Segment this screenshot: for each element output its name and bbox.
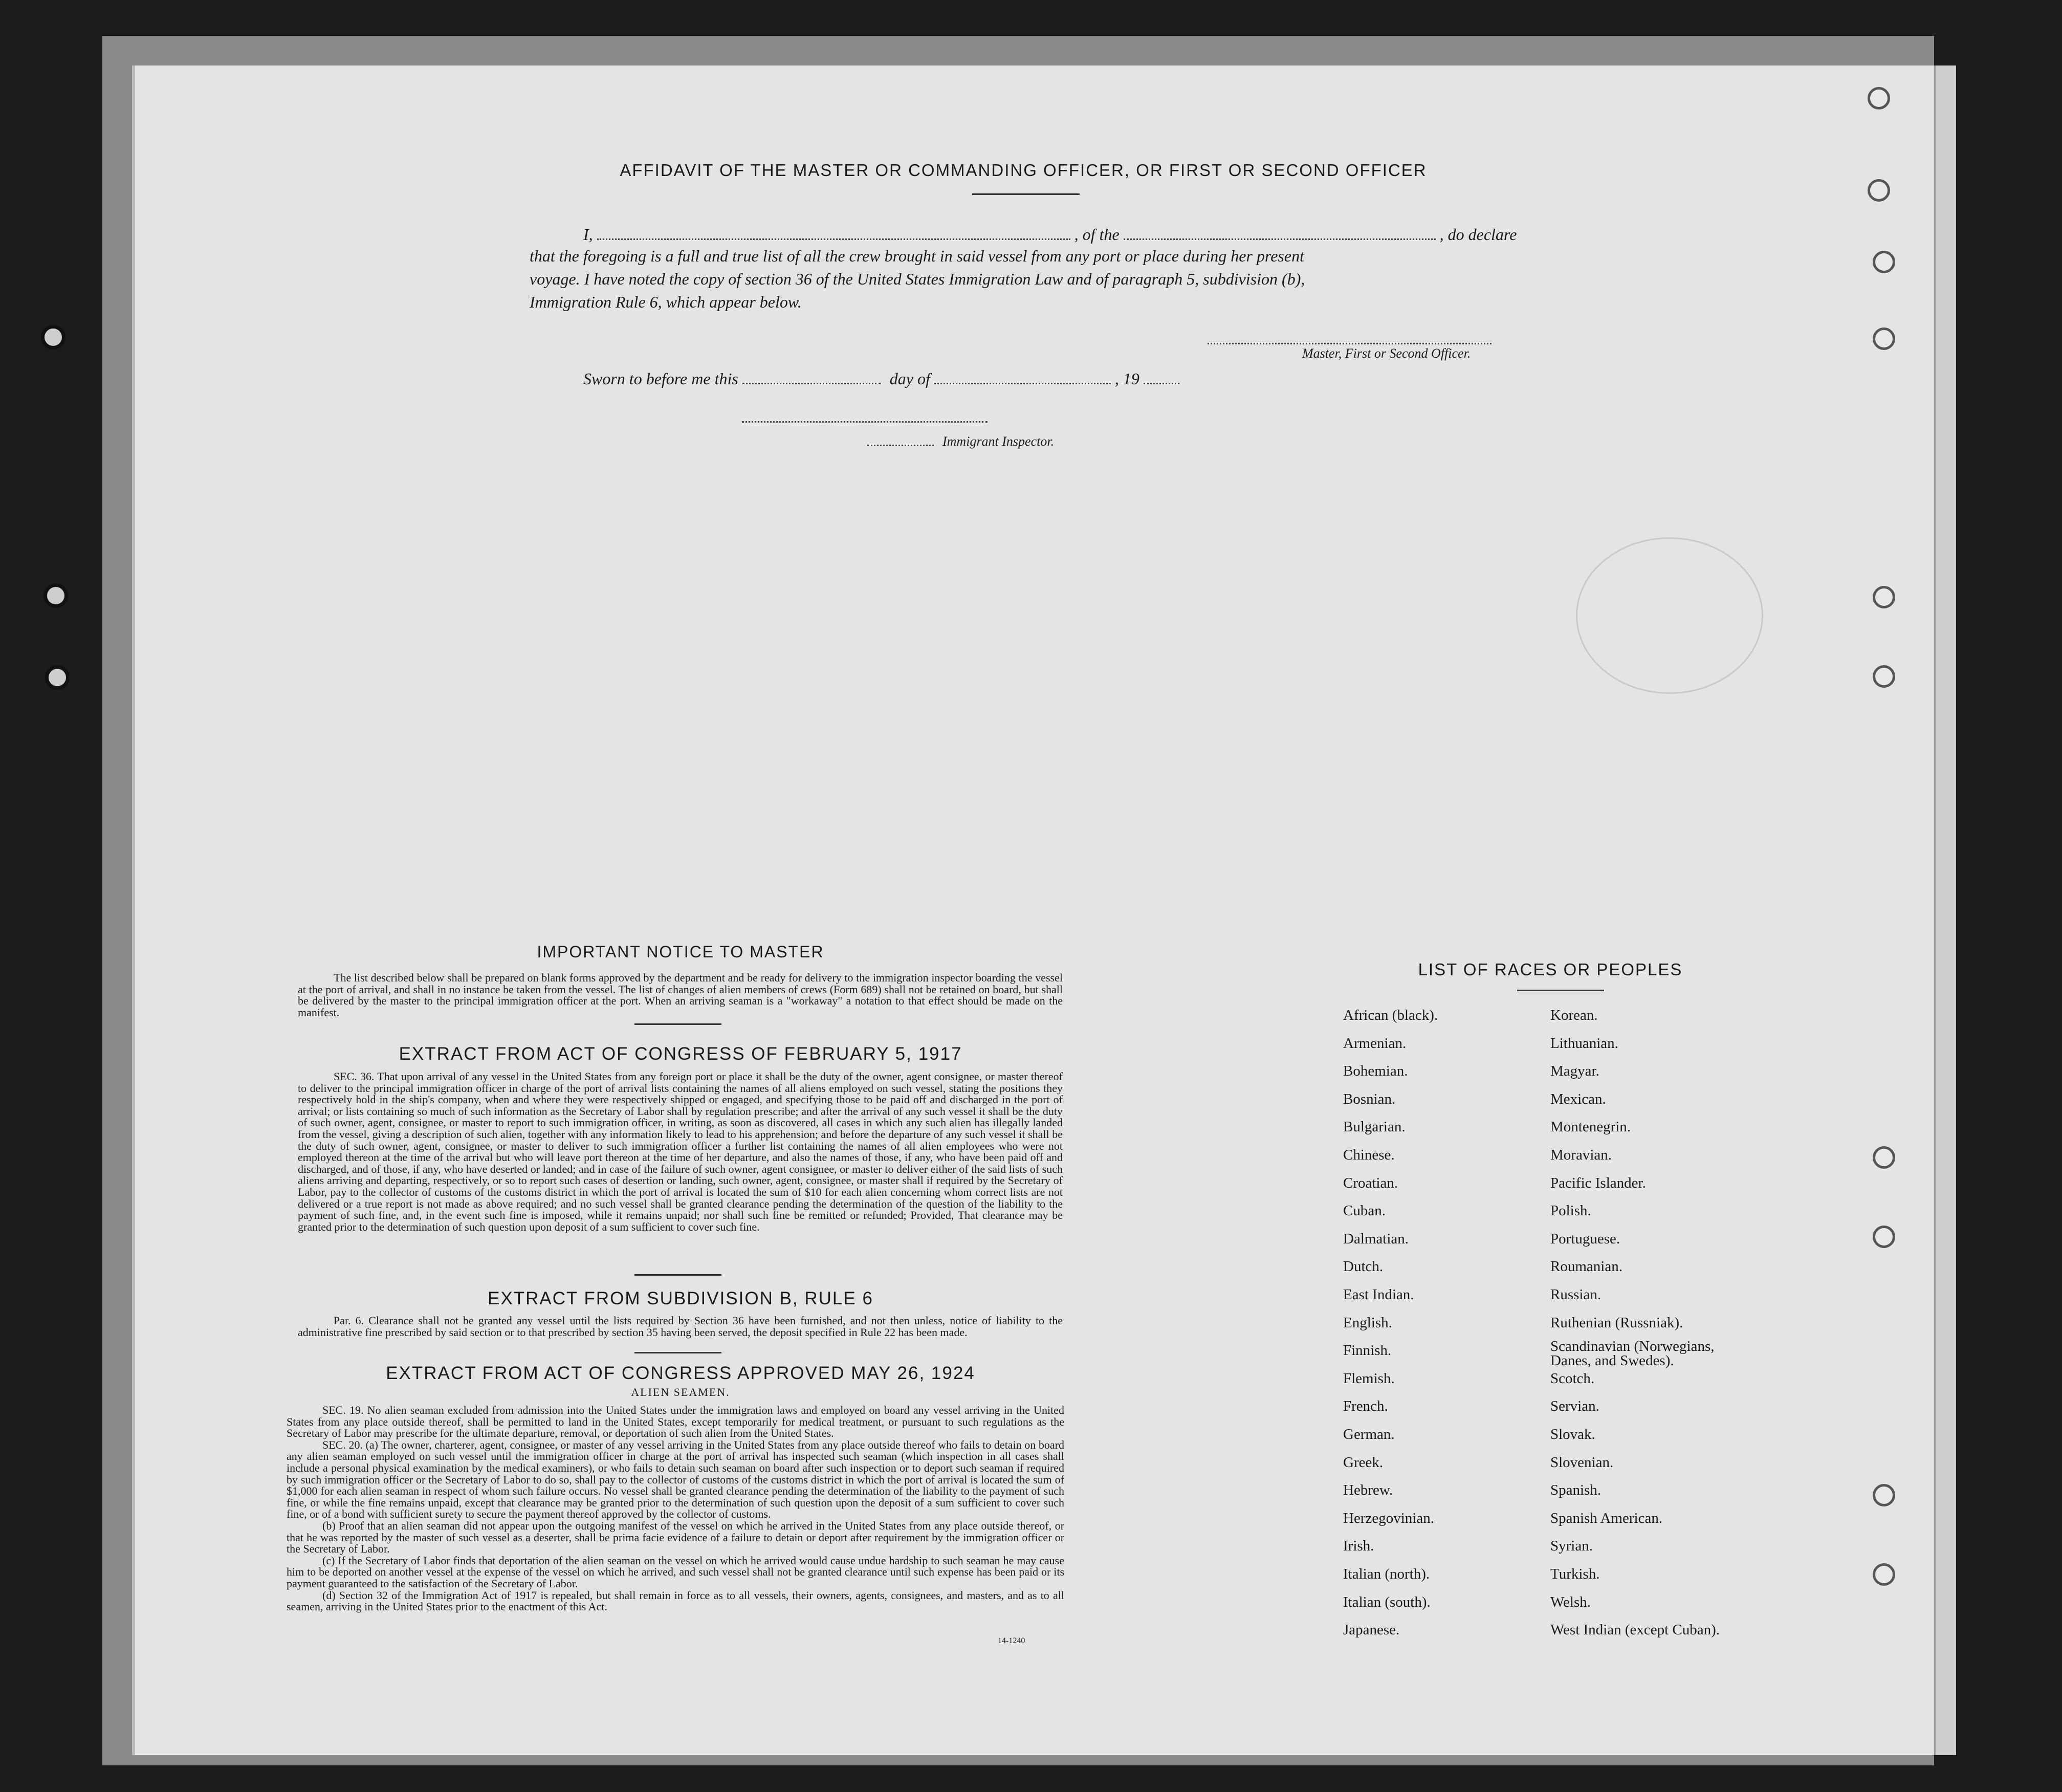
vessel-name-blank[interactable] <box>1124 234 1436 240</box>
race-item: Finnish. <box>1343 1342 1392 1359</box>
race-item: Armenian. <box>1343 1035 1407 1052</box>
race-item: Slovenian. <box>1550 1454 1614 1471</box>
affidavit-declare-label: , do declare <box>1439 225 1517 244</box>
officer-name-blank[interactable] <box>597 234 1070 240</box>
master-signature-blank[interactable] <box>1208 339 1491 344</box>
race-item: Japanese. <box>1343 1622 1400 1638</box>
notice-title: IMPORTANT NOTICE TO MASTER <box>537 943 824 961</box>
race-item: Bosnian. <box>1343 1090 1396 1107</box>
binder-hole-icon <box>1873 586 1895 608</box>
race-item: Turkish. <box>1550 1566 1600 1582</box>
race-item: Slovak. <box>1550 1426 1595 1443</box>
race-item: Moravian. <box>1550 1147 1612 1163</box>
affidavit-text-line: Immigration Rule 6, which appear below. <box>530 293 802 311</box>
race-item: Portuguese. <box>1550 1230 1620 1247</box>
sec-19-text: SEC. 19. No alien seaman excluded from admission into the United States under the immigration laws and employed on board any vessel arriving in the United States from any place outside thereof, shall be permitted to land in the United States, except temporarily for medical treatment, or pursuant to such regulations as the Secretary of Labor may prescribe for the ultimate departure, removal, or deportation of such alien from the United States. <box>287 1404 1064 1440</box>
extract-1924-subtitle: ALIEN SEAMEN. <box>631 1386 730 1398</box>
sec-20c-text: (c) If the Secretary of Labor finds that deportation of the alien seaman on the vessel on which he arrived would cause undue hardship to such seaman he may cause him to be deported on another vessel at the expense of the vessel on which he arrived, and such vessel shall not be granted clearance until such expense has been paid or its payment guaranteed to the satisfaction of the Secretary of Labor. <box>287 1554 1064 1590</box>
section-divider <box>634 1023 721 1025</box>
form-number: 14-1240 <box>998 1636 1025 1645</box>
sec-20b-text: (b) Proof that an alien seaman did not appear upon the outgoing manifest of the vessel on which he arrived in the United States from any place outside thereof, or that he was reported by the master of such vessel as a deserter, shall be prima facie evidence of a failure to detain or deport after requirement by the immigration officer or the Secretary of Labor. <box>287 1519 1064 1556</box>
notice-text: The list described below shall be prepared on blank forms approved by the department and be ready for delivery to the immigration inspector boarding the vessel at the port of arrival, and shall in no instance be taken from the vessel. The list of changes of alien members of crews (Form 689) shall not be retained on board, but shall be delivered by the master to the principal immigration officer at the port. When an arriving seaman is a "workaway" a notation to that effect should be made on the manifest. <box>298 971 1063 1019</box>
sec-20d-text: (d) Section 32 of the Immigration Act of 1917 is repealed, but shall remain in force as to all vessels, their owners, agents, consignees, and masters, and as to all seamen, arriving in the United States prior to the enactment of this Act. <box>287 1588 1064 1613</box>
race-item: Servian. <box>1550 1398 1599 1415</box>
day-of-label: day of <box>889 369 930 388</box>
race-item: East Indian. <box>1343 1286 1414 1303</box>
extract-1924-body <box>287 1405 1064 1613</box>
sworn-month-blank[interactable] <box>934 379 1111 384</box>
race-item: French. <box>1343 1398 1388 1415</box>
affidavit-text-line: that the foregoing is a full and true list of all the crew brought in said vessel from any port or place during her present <box>530 247 1304 265</box>
races-title: LIST OF RACES OR PEOPLES <box>1418 960 1683 979</box>
race-item: Italian (north). <box>1343 1566 1430 1582</box>
section-divider <box>634 1352 721 1353</box>
affidavit-title: AFFIDAVIT OF THE MASTER OR COMMANDING OFFICER, OR FIRST OR SECOND OFFICER <box>620 161 1427 180</box>
binder-hole-icon <box>1873 665 1895 688</box>
rule6-text: Par. 6. Clearance shall not be granted any vessel until the lists required by Section 36 have been furnished, and not then unless, notice of liability to the administrative fine prescribed by said section or to that prescribed by section 35 having been served, the deposit specified in Rule 22 has been made. <box>298 1314 1063 1339</box>
race-item: Magyar. <box>1550 1063 1599 1080</box>
sworn-label: Sworn to before me this <box>583 369 738 388</box>
binder-hole-icon <box>1873 1563 1895 1586</box>
race-item: Bohemian. <box>1343 1063 1408 1080</box>
race-item: Welsh. <box>1550 1593 1591 1610</box>
affidavit-of-the-label: , of the <box>1074 225 1120 244</box>
binder-hole-icon <box>1873 251 1895 273</box>
race-item: Spanish. <box>1550 1482 1602 1499</box>
rule6-title: EXTRACT FROM SUBDIVISION B, RULE 6 <box>488 1288 873 1308</box>
sheet-edge <box>1934 65 1956 1755</box>
sec-20a-text: SEC. 20. (a) The owner, charterer, agent, consignee, or master of any vessel arriving in the United States from any place outside thereof who fails to detain on board any alien seaman employed on such vessel until the immigration officer in charge at the port of arrival has inspected such seaman (which inspection in all cases shall include a personal physical examination by the medical examiners), or who fails to detain such seaman on board after such inspection or to deport such seaman if required by such immigration officer or the Secretary of Labor to do so, shall pay to the collector of customs of the customs district in which the port of arrival is located the sum of $1,000 for each alien seaman in respect of whom such failure occurs. No vessel shall be granted clearance pending the determination of the liability to the payment of such fine, or while the fine remains unpaid, except that clearance may be granted prior to the determination of such question upon the deposit of a sum sufficient to cover such fine, or of a bond with sufficient surety to secure the payment thereof approved by the collector of customs. <box>287 1438 1064 1521</box>
race-item: Herzegovinian. <box>1343 1510 1434 1526</box>
races-title-underline <box>1517 990 1604 991</box>
extract-1917-text: SEC. 36. That upon arrival of any vessel in the United States from any foreign port or place it shall be the duty of the owner, agent consignee, or master thereof to deliver to the principal immigration officer in charge of the port of arrival lists containing the names of all aliens employed on such vessel, stating the positions they respectively hold in the ship's company, when and where they were respectively shipped or engaged, and specifying those to be paid off and discharged in the port of arrival; or lists containing so much of such information as the Secretary of Labor shall by regulation prescribe; and after the arrival of any such vessel it shall be the duty of such owner, agent, consignee, or master to report to such immigration officer, in writing, as soon as discovered, all cases in which any such alien has illegally landed from the vessel, giving a description of such alien, together with any information likely to lead to his apprehension; and before the departure of any such vessel it shall be the duty of such owner, agent, consignee, or master to deliver to such immigration officer a further list containing the names of all alien employees who were not employed thereon at the time of the arrival but who will leave port thereon at the time of her departure, and also the names of those, if any, who have been paid off and discharged, and of those, if any, who have deserted or landed; and in case of the failure of such owner, agent consignee, or master to deliver either of the said lists of such aliens arriving and departing, respectively, or so to report such cases of desertion or landing, such owner, agent, consignee, or master shall if required by the Secretary of Labor, pay to the collector of customs of the customs district in which the port of arrival is located the sum of $10 for each alien concerning whom correct lists are not delivered or a true report is not made as above required; and no such vessel shall be granted clearance pending the determination of the question of the liability to the payment of such fine, and, in the event such fine is imposed, while it remains unpaid; nor shall such fine be remitted or refunded; Provided, That clearance may be granted prior to the determination of such question upon deposit of a sum sufficient to cover such fine. <box>298 1070 1063 1233</box>
extract-1924-title: EXTRACT FROM ACT OF CONGRESS APPROVED MAY 26, 1924 <box>386 1363 975 1383</box>
race-item: Syrian. <box>1550 1538 1593 1555</box>
race-item: West Indian (except Cuban). <box>1550 1622 1720 1638</box>
race-item: Cuban. <box>1343 1203 1386 1219</box>
race-item: Dalmatian. <box>1343 1230 1409 1247</box>
binder-hole-icon <box>1873 1226 1895 1248</box>
year-label: , 19 <box>1114 369 1139 388</box>
race-item: African (black). <box>1343 1007 1438 1023</box>
affidavit-i-label: I, <box>583 225 593 244</box>
binder-hole-icon <box>43 583 68 608</box>
race-item: Hebrew. <box>1343 1482 1393 1499</box>
race-item: Italian (south). <box>1343 1593 1431 1610</box>
inspector-signature-blank-2[interactable] <box>867 441 934 446</box>
race-item: Flemish. <box>1343 1370 1395 1387</box>
race-item: Korean. <box>1550 1007 1598 1023</box>
race-item: Ruthenian (Russniak). <box>1550 1314 1683 1331</box>
race-item: English. <box>1343 1314 1392 1331</box>
race-item: Pacific Islander. <box>1550 1174 1646 1191</box>
inspector-signature-blank[interactable] <box>742 417 988 423</box>
race-item: Roumanian. <box>1550 1258 1622 1275</box>
race-item: Chinese. <box>1343 1147 1395 1163</box>
race-item: Russian. <box>1550 1286 1602 1303</box>
binder-hole-icon <box>45 665 70 690</box>
race-item: Bulgarian. <box>1343 1119 1406 1135</box>
section-divider <box>634 1274 721 1276</box>
binder-hole-icon <box>41 325 65 349</box>
affidavit-declaration-line <box>583 225 1530 244</box>
extract-1917-title: EXTRACT FROM ACT OF CONGRESS OF FEBRUARY 5, 1917 <box>399 1044 962 1064</box>
race-item: Dutch. <box>1343 1258 1384 1275</box>
race-item: German. <box>1343 1426 1395 1443</box>
affidavit-text-line: voyage. I have noted the copy of section 36 of the United States Immigration Law and of paragraph 5, subdivision (b), <box>530 270 1305 288</box>
faint-seal-stamp <box>1576 537 1763 694</box>
binder-hole-icon <box>1868 87 1890 110</box>
race-item: Polish. <box>1550 1203 1591 1219</box>
binder-hole-icon <box>1873 1146 1895 1169</box>
sworn-year-blank[interactable] <box>1144 379 1179 384</box>
binder-hole-icon <box>1873 327 1895 350</box>
race-item: Scandinavian (Norwegians, Danes, and Swedes). <box>1550 1338 1715 1369</box>
race-item: Croatian. <box>1343 1174 1398 1191</box>
binder-hole-icon <box>1868 179 1890 202</box>
race-item: Irish. <box>1343 1538 1374 1555</box>
sworn-day-blank[interactable] <box>742 379 881 384</box>
title-underline <box>972 193 1080 195</box>
race-item: Greek. <box>1343 1454 1384 1471</box>
race-item: Spanish American. <box>1550 1510 1663 1526</box>
race-item: Montenegrin. <box>1550 1119 1631 1135</box>
race-item: Scotch. <box>1550 1370 1595 1387</box>
race-item: Mexican. <box>1550 1090 1606 1107</box>
race-item: Lithuanian. <box>1550 1035 1618 1052</box>
signature-caption: Master, First or Second Officer. <box>1302 346 1471 361</box>
inspector-caption: Immigrant Inspector. <box>942 434 1055 449</box>
binder-hole-icon <box>1873 1484 1895 1506</box>
sworn-line <box>583 369 1179 388</box>
